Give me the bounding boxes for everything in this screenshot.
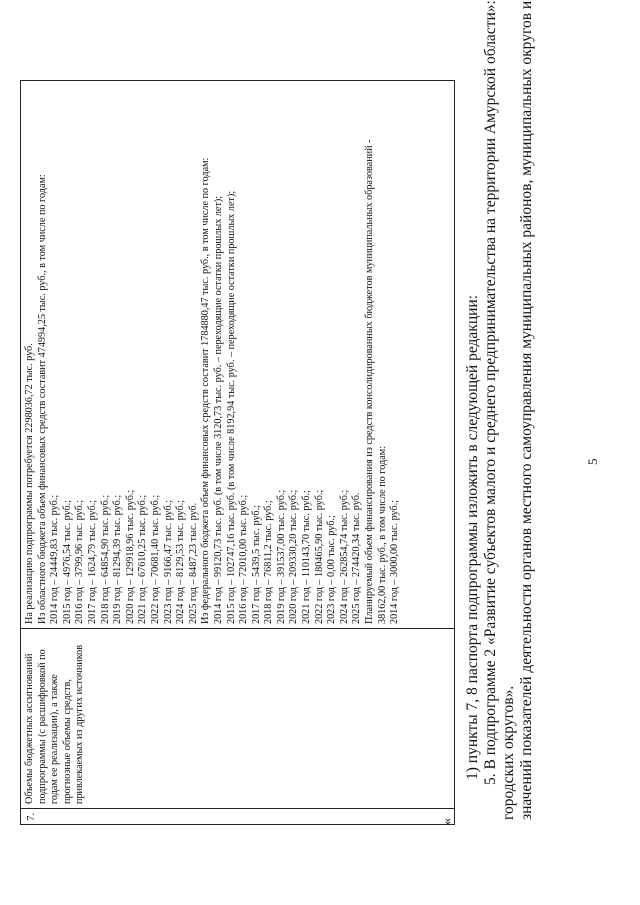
value-line: Планируемый объем финансирования из средств консолидированных бюджетов муниципальных образований - bbox=[364, 139, 376, 624]
value-line: 2020 год – 129918,96 тыс. руб.; bbox=[124, 489, 136, 624]
value-line: 2025 год – 8487,23 тыс. руб. bbox=[187, 502, 199, 624]
value-line: 2017 год – 1624,79 тыс. руб.; bbox=[86, 499, 98, 624]
row-number: 7. bbox=[25, 812, 37, 821]
intro-line-4: 1) пункты 7, 8 паспорта подпрограммы изложить в следующей редакции: bbox=[464, 294, 481, 780]
opening-quote: « bbox=[440, 818, 455, 825]
value-line: 2022 год – 180465,90 тыс. руб.; bbox=[313, 489, 325, 624]
intro-line-1: значений показателей деятельности органов местного самоуправления муниципальных районов, муниципальных округов и bbox=[518, 0, 535, 820]
value-line: Из федерального бюджета объем финансовых средств составит 1784880,47 тыс. руб., в том числе по годам: bbox=[200, 157, 212, 624]
value-line: 2023 год – 9166,47 тыс. руб.; bbox=[162, 499, 174, 624]
passport-table bbox=[20, 80, 455, 825]
intro-line-3: 5. В подпрограмме 2 «Развитие субъектов малого и среднего предпринимательства на территории Амурской области»: bbox=[482, 0, 499, 785]
value-line: 2019 год – 391537,00 тыс. руб.; bbox=[275, 489, 287, 624]
value-line: 2014 год – 3000,00 тыс. руб.; bbox=[389, 499, 401, 624]
value-line: 2022 год – 70681,40 тыс. руб.; bbox=[149, 494, 161, 624]
row-number-cell bbox=[21, 808, 454, 824]
value-line: 2025 год – 274420,34 тыс. руб. bbox=[351, 492, 363, 624]
value-line: 2020 год – 209330,20 тыс. руб.; bbox=[288, 489, 300, 624]
value-line: 2016 год – 72010,00 тыс. руб.; bbox=[238, 494, 250, 624]
value-line: 2018 год – 64854,90 тыс. руб.; bbox=[99, 494, 111, 624]
value-line: 2017 год – 5439,5 тыс. руб.; bbox=[250, 505, 262, 624]
row-name-cell bbox=[21, 628, 454, 808]
value-line: 2019 год – 81294,39 тыс. руб.; bbox=[112, 494, 124, 624]
value-line: 38162,00 тыс. руб., в том числе по годам: bbox=[376, 445, 388, 624]
value-line: 2014 год – 24449,83 тыс. руб.; bbox=[49, 494, 61, 624]
value-line: 2014 год – 99120,73 тыс. руб. (в том числе 3120,73 тыс. руб. – переходящие остатки прошлых лет); bbox=[212, 195, 224, 624]
value-line: 2015 год – 4976,54 тыс. руб.; bbox=[61, 499, 73, 624]
row-name: Объемы бюджетных ассигнований подпрограммы (с расшифровкой по годам ее реализации), а также прогнозные объемы средств, привлекаемых из других источников bbox=[24, 644, 86, 804]
page-number: 5 bbox=[585, 458, 600, 465]
value-line: Из областного бюджета объем финансовых средств составит 474994,25 тыс. руб., в том числе по годам: bbox=[36, 174, 48, 624]
value-line: 2021 год – 110143,70 тыс. руб.; bbox=[301, 490, 313, 624]
value-line: На реализацию подпрограммы потребуется 2298036,72 тыс. руб. bbox=[24, 343, 35, 624]
value-line: 2018 год – 76811,2 тыс. руб.; bbox=[263, 500, 275, 624]
value-line: 2024 год – 8129,53 тыс. руб.; bbox=[175, 499, 187, 624]
value-line: 2016 год – 3799,96 тыс. руб.; bbox=[74, 499, 86, 624]
value-line: 2024 год – 262854,74 тыс. руб.; bbox=[338, 489, 350, 624]
row-value-cell bbox=[21, 81, 454, 628]
value-lines bbox=[24, 85, 402, 624]
value-line: 2023 год – 0,00 тыс. руб.; bbox=[326, 515, 338, 624]
value-line: 2015 год – 102747,16 тыс. руб. (в том числе 8192,94 тыс. руб. – переходящие остатки прошлых лет); bbox=[225, 190, 237, 624]
value-line: 2021 год – 67610,25 тыс. руб.; bbox=[137, 494, 149, 624]
intro-line-2: городских округов». bbox=[500, 685, 517, 820]
